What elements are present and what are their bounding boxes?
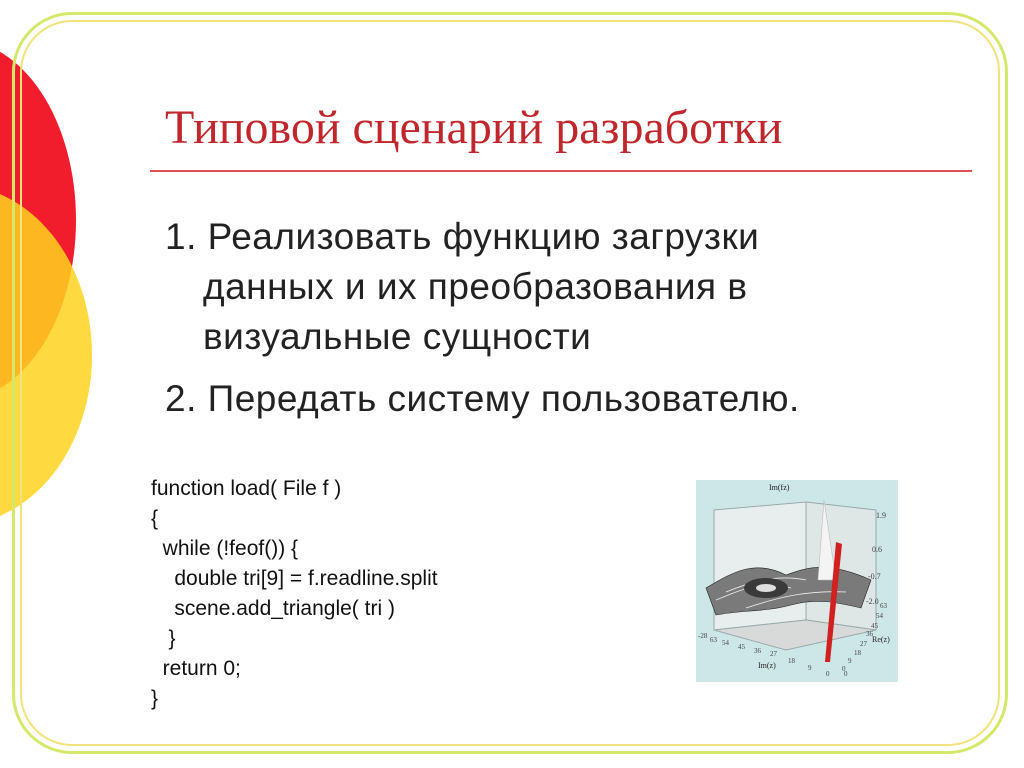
code-snippet xyxy=(151,474,438,714)
code-line: } xyxy=(151,627,176,650)
plot-tick-label: 27 xyxy=(860,640,867,648)
plot-tick-label: 0 xyxy=(826,670,830,678)
title-underline xyxy=(150,170,972,172)
step-item-2 xyxy=(165,374,965,424)
plot-tick-label: 36 xyxy=(866,630,873,638)
step-text-line-3: визуальные сущности xyxy=(203,316,592,357)
plot-tick-label: 45 xyxy=(871,622,878,630)
code-line: } xyxy=(151,687,159,710)
plot-tick-label: 54 xyxy=(722,639,729,647)
step-text-line-1: Реализовать функцию загрузки xyxy=(207,216,760,257)
code-line: return 0; xyxy=(151,657,241,680)
code-line: double tri[9] = f.readline.split xyxy=(151,567,438,590)
surface-plot-graphic xyxy=(696,480,898,682)
plot-value-label: -0.7 xyxy=(868,572,881,581)
step-number: 2. xyxy=(165,378,197,419)
step-number: 1. xyxy=(165,216,197,257)
code-line: while (!feof()) { xyxy=(151,537,299,560)
code-line: function load( File f ) xyxy=(151,477,342,500)
3d-surface-plot-icon xyxy=(696,480,898,682)
step-text-line-2: данных и их преобразования в xyxy=(203,266,748,307)
plot-tick-label: 36 xyxy=(754,647,761,655)
plot-top-label: Im(fz) xyxy=(769,483,790,492)
code-line: scene.add_triangle( tri ) xyxy=(151,597,395,620)
plot-tick-label: 0 xyxy=(844,670,848,678)
plot-tick-label: 9 xyxy=(848,657,852,665)
plot-tick-label: 54 xyxy=(876,612,883,620)
plot-value-label: -2.0 xyxy=(866,597,879,606)
step-item-1 xyxy=(165,212,965,362)
plot-tick-label: 0 xyxy=(842,665,846,673)
plot-tick-label: 63 xyxy=(710,636,717,644)
plot-tick-label: 18 xyxy=(788,657,795,665)
plot-axis-label: Re(z) xyxy=(872,635,890,644)
plot-tick-label: 9 xyxy=(808,664,812,672)
plot-axis-label: Im(z) xyxy=(758,661,776,670)
plot-value-label: 1.9 xyxy=(876,511,886,520)
plot-tick-label: 27 xyxy=(770,650,777,658)
plot-side-wall xyxy=(806,502,876,630)
plot-value-label: 0.6 xyxy=(872,545,882,554)
plot-tick-label: 18 xyxy=(854,649,861,657)
plot-tick-label: 63 xyxy=(880,602,887,610)
plot-tick-label: 45 xyxy=(738,643,745,651)
step-text-line-1: Передать систему пользователю. xyxy=(207,378,800,419)
step-list xyxy=(165,212,965,424)
surface-well-center xyxy=(756,584,776,592)
code-line: { xyxy=(151,507,159,530)
plot-tick-label: -28 xyxy=(698,632,708,640)
slide-title: Типовой сценарий разработки xyxy=(165,101,783,154)
